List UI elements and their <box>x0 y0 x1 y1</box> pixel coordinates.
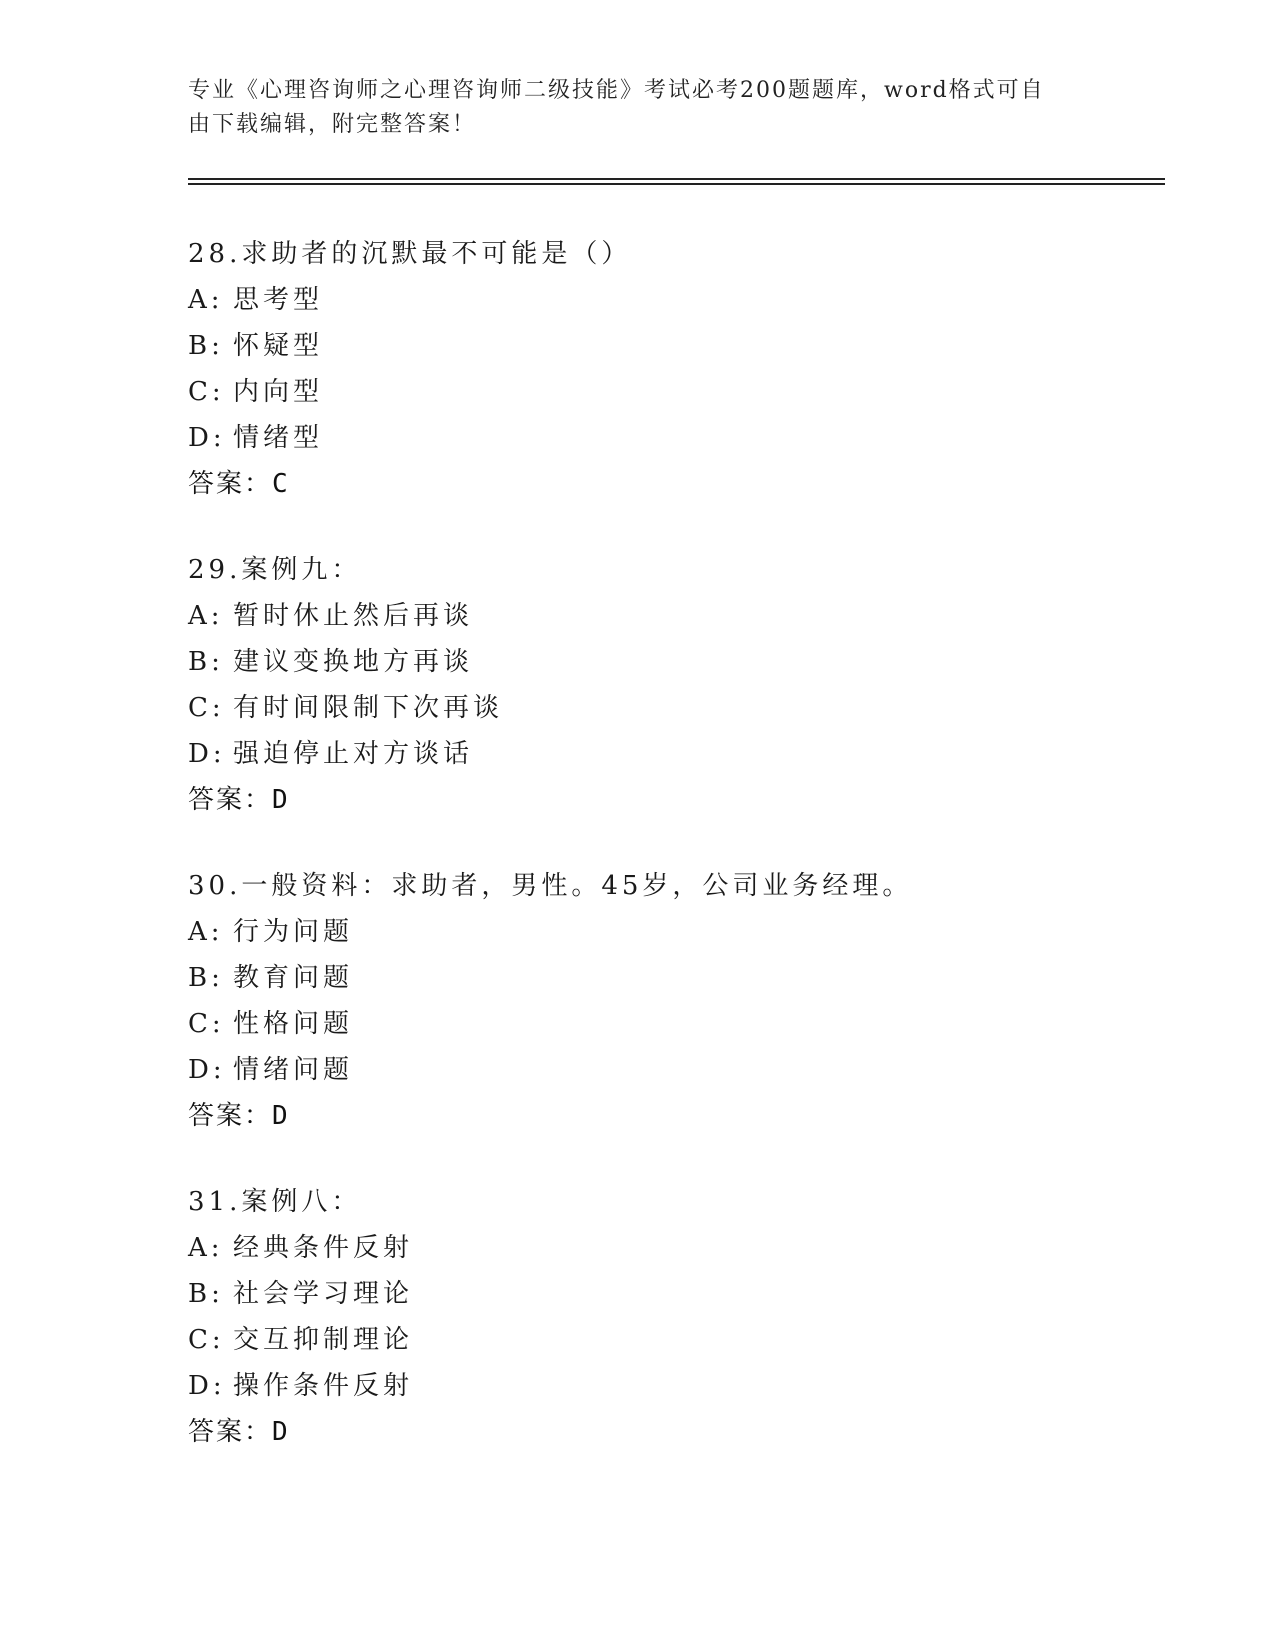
option-text: 有时间限制下次再谈 <box>233 693 504 723</box>
answer-label: 答案： <box>188 469 273 499</box>
answer-line <box>188 777 1088 823</box>
option-d <box>188 731 1088 777</box>
option-a <box>188 277 1088 323</box>
header-divider-bottom <box>188 183 1165 185</box>
option-letter: B: <box>188 647 224 677</box>
question-block <box>188 231 1088 507</box>
option-letter: C: <box>188 1325 225 1355</box>
option-b <box>188 323 1088 369</box>
option-letter: D: <box>188 739 226 769</box>
question-title: 29.案例九： <box>188 555 362 585</box>
option-d <box>188 1363 1088 1409</box>
answer-value: D <box>272 785 290 815</box>
option-letter: D: <box>188 1371 226 1401</box>
option-letter: D: <box>188 1055 226 1085</box>
option-text: 性格问题 <box>233 1009 354 1039</box>
option-c <box>188 685 1088 731</box>
option-c <box>188 1001 1088 1047</box>
header-line-1: 专业《心理咨询师之心理咨询师二级技能》考试必考200题题库，word格式可自 <box>188 78 1045 103</box>
question-block <box>188 1179 1088 1455</box>
answer-label: 答案： <box>188 785 273 815</box>
option-letter: C: <box>188 1009 225 1039</box>
answer-label: 答案： <box>188 1417 273 1447</box>
option-letter: C: <box>188 377 225 407</box>
option-a <box>188 1225 1088 1271</box>
option-letter: D: <box>188 423 226 453</box>
question-title: 28.求助者的沉默最不可能是（） <box>188 239 632 269</box>
option-a <box>188 909 1088 955</box>
option-text: 情绪问题 <box>233 1055 354 1085</box>
option-text: 情绪型 <box>233 423 324 453</box>
option-letter: C: <box>188 693 225 723</box>
option-letter: A: <box>188 601 224 631</box>
option-text: 交互抑制理论 <box>233 1325 414 1355</box>
question-block <box>188 863 1088 1139</box>
option-text: 经典条件反射 <box>233 1233 414 1263</box>
header-line-2: 由下载编辑，附完整答案！ <box>188 112 477 137</box>
option-b <box>188 955 1088 1001</box>
answer-line <box>188 1093 1088 1139</box>
option-text: 怀疑型 <box>233 331 324 361</box>
option-d <box>188 415 1088 461</box>
option-letter: A: <box>188 917 224 947</box>
header-divider-top <box>188 178 1165 180</box>
question-title: 31.案例八： <box>188 1187 362 1217</box>
option-text: 思考型 <box>233 285 324 315</box>
answer-label: 答案： <box>188 1101 273 1131</box>
option-d <box>188 1047 1088 1093</box>
answer-value: D <box>272 1101 290 1131</box>
answer-line <box>188 1409 1088 1455</box>
option-text: 操作条件反射 <box>233 1371 414 1401</box>
option-text: 社会学习理论 <box>233 1279 414 1309</box>
option-letter: B: <box>188 1279 224 1309</box>
option-text: 教育问题 <box>233 963 354 993</box>
question-title: 30.一般资料：求助者，男性。45岁，公司业务经理。 <box>188 871 913 901</box>
option-letter: B: <box>188 331 224 361</box>
option-text: 强迫停止对方谈话 <box>233 739 474 769</box>
answer-value: D <box>272 1417 290 1447</box>
option-c <box>188 1317 1088 1363</box>
option-letter: A: <box>188 1233 224 1263</box>
option-letter: A: <box>188 285 224 315</box>
option-letter: B: <box>188 963 224 993</box>
question-block <box>188 547 1088 823</box>
option-text: 内向型 <box>233 377 324 407</box>
option-b <box>188 1271 1088 1317</box>
option-text: 行为问题 <box>233 917 354 947</box>
answer-line <box>188 461 1088 507</box>
option-c <box>188 369 1088 415</box>
document-header <box>188 74 1088 142</box>
option-text: 暂时休止然后再谈 <box>233 601 474 631</box>
answer-value: C <box>272 469 290 499</box>
option-a <box>188 593 1088 639</box>
option-b <box>188 639 1088 685</box>
option-text: 建议变换地方再谈 <box>233 647 474 677</box>
